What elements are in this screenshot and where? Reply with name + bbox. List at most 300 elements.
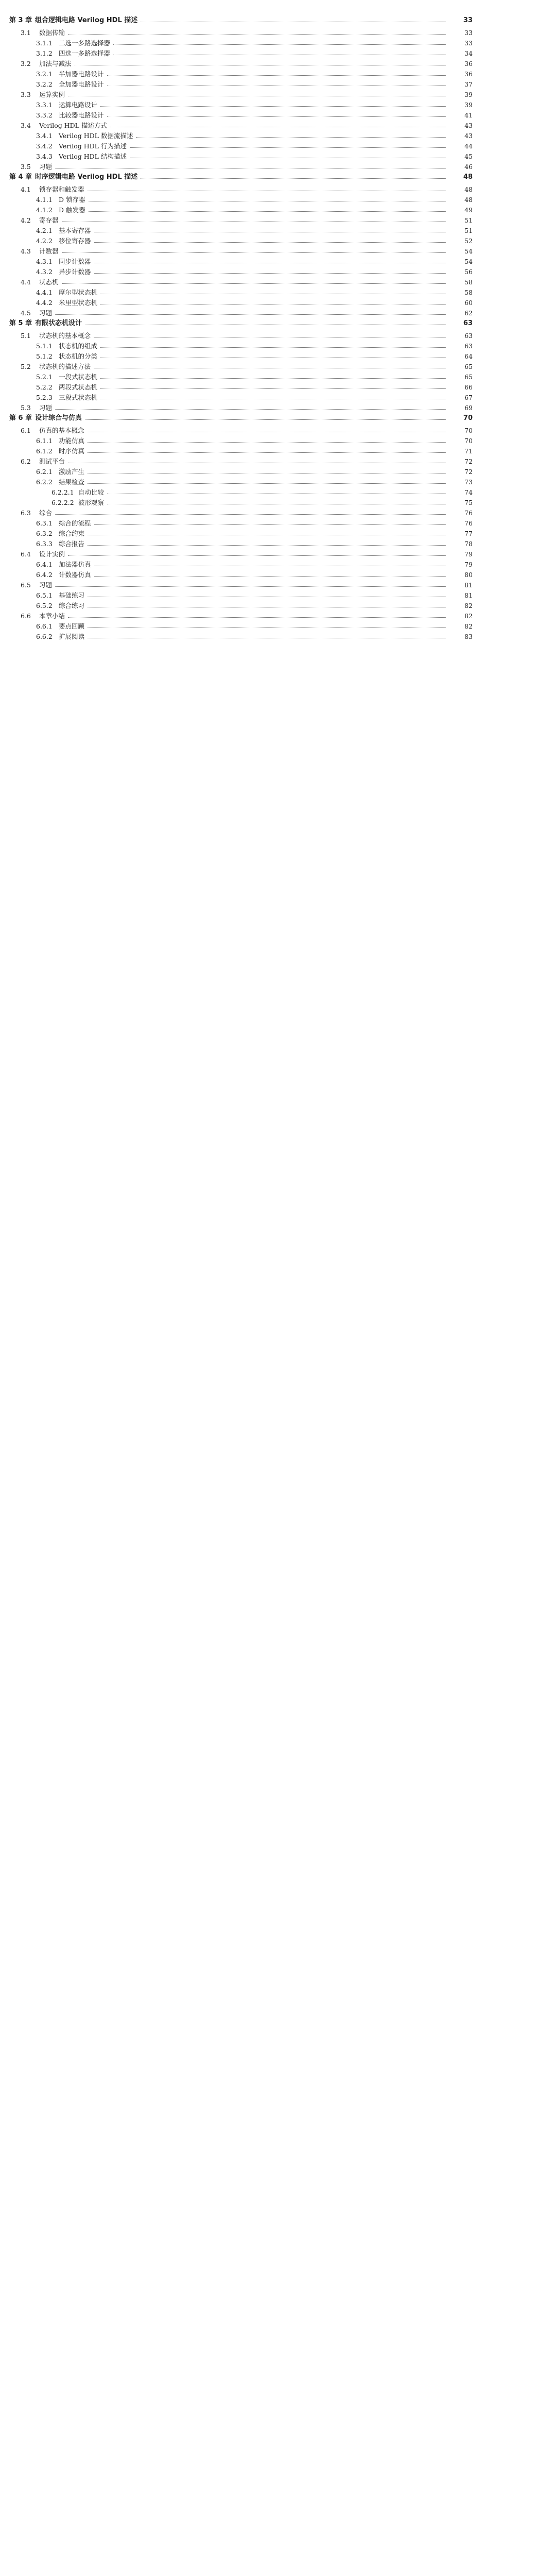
page-ref: 77 [464, 530, 473, 537]
entry-number: 3.1.2 [36, 49, 53, 57]
section-entry [0, 529, 537, 539]
page-ref: 72 [464, 468, 473, 476]
dot-leader [113, 48, 446, 55]
entry-title: 本章小结 [39, 612, 65, 620]
section-entry [0, 162, 537, 172]
entry-title: 计数器 [39, 247, 59, 255]
entry-title: 要点回顾 [59, 622, 85, 630]
section-entry [0, 151, 537, 162]
entry-number: 4.1 [21, 185, 31, 193]
section-entry [0, 498, 537, 508]
section-entry [0, 246, 537, 257]
section-entry [0, 141, 537, 151]
section-entry [0, 621, 537, 632]
dot-leader [130, 141, 446, 148]
section-entry [0, 110, 537, 121]
entry-number: 3.4.2 [36, 142, 53, 150]
dot-leader [136, 131, 446, 138]
entry-title: 异步计数器 [59, 268, 91, 276]
section-entry [0, 69, 537, 79]
entry-title: 状态机的基本概念 [39, 332, 91, 340]
page-ref: 51 [464, 227, 473, 234]
page-ref: 70 [463, 414, 473, 422]
entry-number: 4.3.2 [36, 268, 53, 276]
page-ref: 78 [464, 540, 473, 548]
section-entry [0, 382, 537, 393]
entry-number: 4.4.1 [36, 289, 53, 296]
entry-number: 4.3.1 [36, 258, 53, 265]
dot-leader [68, 549, 446, 556]
entry-title: 习题 [39, 163, 53, 171]
section-entry [0, 226, 537, 236]
entry-number: 5.1.1 [36, 342, 53, 350]
page-ref: 49 [464, 206, 473, 214]
dot-leader [107, 69, 446, 76]
entry-number: 5.2.3 [36, 394, 53, 401]
dot-leader [88, 477, 446, 484]
entry-number: 3.4 [21, 122, 31, 129]
dot-leader [62, 215, 446, 222]
page-ref: 36 [464, 60, 473, 67]
chapter-entry [0, 318, 537, 329]
dot-leader [100, 100, 446, 107]
entry-title: 时序逻辑电路 Verilog HDL 描述 [35, 173, 138, 181]
page-ref: 43 [464, 132, 473, 140]
entry-title: 半加器电路设计 [59, 70, 104, 78]
page-ref: 62 [464, 309, 473, 317]
section-entry [0, 611, 537, 621]
dot-leader [94, 226, 446, 232]
entry-title: Verilog HDL 描述方式 [39, 122, 107, 129]
entry-title: 寄存器 [39, 216, 59, 224]
entry-title: 二选一多路选择器 [59, 39, 111, 47]
dot-leader [89, 195, 446, 201]
entry-title: 两段式状态机 [59, 383, 98, 391]
entry-number: 3.3.2 [36, 111, 53, 119]
dot-leader [130, 151, 446, 158]
page-ref: 63 [464, 342, 473, 350]
dot-leader [85, 413, 446, 420]
section-entry [0, 477, 537, 487]
page-ref: 63 [463, 319, 473, 327]
section-entry [0, 236, 537, 246]
dot-leader [100, 393, 446, 399]
dot-leader [100, 372, 446, 379]
entry-title: 移位寄存器 [59, 237, 91, 245]
entry-title: 仿真的基本概念 [39, 427, 84, 434]
section-entry [0, 131, 537, 141]
entry-title: 时序仿真 [59, 447, 85, 455]
dot-leader [94, 267, 446, 274]
entry-title: 结果检查 [59, 478, 85, 486]
entry-number: 6.3 [21, 509, 31, 517]
dot-leader [62, 277, 446, 284]
entry-title: 状态机的描述方法 [39, 363, 91, 370]
dot-leader [107, 79, 446, 86]
page-ref: 33 [464, 29, 473, 37]
entry-number: 6.2.1 [36, 468, 53, 476]
dot-leader [107, 487, 446, 494]
entry-title: 综合约束 [59, 530, 85, 537]
entry-title: 综合的流程 [59, 519, 91, 527]
page-ref: 34 [464, 49, 473, 57]
entry-title: 运算电路设计 [59, 101, 98, 109]
dot-leader [94, 236, 446, 243]
entry-title: 扩展阅读 [59, 633, 85, 640]
entry-title: 锁存器和触发器 [39, 185, 84, 193]
page-ref: 80 [464, 571, 473, 579]
page-ref: 54 [464, 247, 473, 255]
dot-leader [88, 621, 446, 628]
dot-leader [68, 456, 446, 463]
entry-title: 数据传输 [39, 29, 65, 37]
dot-leader [62, 246, 446, 253]
section-entry [0, 195, 537, 205]
entry-title: 状态机 [39, 278, 59, 286]
page-ref: 45 [464, 152, 473, 160]
entry-number: 5.2.2 [36, 383, 53, 391]
entry-number: 3.1 [21, 29, 31, 37]
entry-title: 四选一多路选择器 [59, 49, 111, 57]
dot-leader [94, 518, 446, 525]
entry-title: 测试平台 [39, 457, 65, 465]
section-entry [0, 487, 537, 498]
dot-leader [88, 539, 446, 546]
entry-number: 4.1.1 [36, 196, 53, 204]
entry-number: 4.2.1 [36, 227, 53, 234]
dot-leader [94, 570, 446, 577]
entry-number: 6.6.2 [36, 633, 53, 640]
entry-title: 摩尔型状态机 [59, 289, 98, 296]
entry-number: 4.1.2 [36, 206, 53, 214]
page-ref: 37 [464, 80, 473, 88]
entry-title: 自动比较 [78, 488, 105, 496]
entry-title: 运算实例 [39, 91, 65, 98]
page-ref: 75 [464, 499, 473, 506]
chapter-entry [0, 15, 537, 26]
page-ref: 69 [464, 404, 473, 412]
dot-leader [89, 205, 446, 212]
entry-number: 5.2.1 [36, 373, 53, 381]
page-ref: 67 [464, 394, 473, 401]
section-entry [0, 393, 537, 403]
section-entry [0, 341, 537, 351]
page-ref: 41 [464, 111, 473, 119]
section-entry [0, 549, 537, 560]
dot-leader [55, 580, 446, 587]
entry-number: 5.1 [21, 332, 31, 340]
entry-number: 6.5.1 [36, 591, 53, 599]
section-entry [0, 580, 537, 590]
dot-leader [55, 162, 446, 168]
page-ref: 71 [464, 447, 473, 455]
entry-title: 加法与减法 [39, 60, 72, 67]
entry-number: 4.2 [21, 216, 31, 224]
page-ref: 58 [464, 289, 473, 296]
dot-leader [68, 90, 446, 96]
page-ref: 65 [464, 363, 473, 370]
entry-title: 有限状态机设计 [35, 319, 82, 327]
entry-number: 第 5 章 [9, 319, 32, 327]
page-ref: 79 [464, 550, 473, 558]
dot-leader [141, 172, 446, 179]
entry-number: 4.4.2 [36, 299, 53, 307]
dot-leader [100, 351, 446, 358]
entry-number: 3.4.3 [36, 152, 53, 160]
section-entry [0, 257, 537, 267]
entry-title: 状态机的组成 [59, 342, 98, 350]
page-ref: 43 [464, 122, 473, 129]
entry-number: 6.4 [21, 550, 31, 558]
entry-number: 6.3.1 [36, 519, 53, 527]
dot-leader [88, 446, 446, 453]
entry-title: 习题 [39, 581, 53, 589]
entry-number: 6.6.1 [36, 622, 53, 630]
entry-title: 波形观察 [78, 499, 105, 506]
chapter-entry [0, 413, 537, 423]
entry-number: 3.3 [21, 91, 31, 98]
page-ref: 39 [464, 101, 473, 109]
entry-title: 激励产生 [59, 468, 85, 476]
dot-leader [100, 298, 446, 304]
entry-number: 6.2.2 [36, 478, 53, 486]
page-ref: 76 [464, 519, 473, 527]
dot-leader [75, 59, 446, 65]
entry-number: 6.4.1 [36, 561, 53, 568]
section-entry [0, 48, 537, 59]
section-entry [0, 372, 537, 382]
entry-title: Verilog HDL 数据流描述 [59, 132, 133, 140]
entry-number: 6.5 [21, 581, 31, 589]
page-ref: 70 [464, 427, 473, 434]
entry-title: 基础练习 [59, 591, 85, 599]
dot-leader [100, 287, 446, 294]
section-entry [0, 215, 537, 226]
entry-title: 三段式状态机 [59, 394, 98, 401]
dot-leader [88, 436, 446, 443]
page-ref: 64 [464, 352, 473, 360]
dot-leader [94, 257, 446, 263]
entry-title: 全加器电路设计 [59, 80, 104, 88]
section-entry [0, 90, 537, 100]
entry-number: 第 4 章 [9, 173, 32, 181]
section-entry [0, 560, 537, 570]
entry-number: 6.3.2 [36, 530, 53, 537]
section-entry [0, 298, 537, 308]
section-entry [0, 38, 537, 48]
section-entry [0, 426, 537, 436]
page-ref: 70 [464, 437, 473, 445]
page-ref: 39 [464, 91, 473, 98]
dot-leader [141, 15, 446, 22]
dot-leader [100, 341, 446, 348]
entry-number: 第 6 章 [9, 414, 32, 422]
section-entry [0, 436, 537, 446]
page-ref: 36 [464, 70, 473, 78]
dot-leader [55, 403, 446, 410]
entry-title: 功能仿真 [59, 437, 85, 445]
dot-leader [88, 590, 446, 597]
page-ref: 82 [464, 622, 473, 630]
page-ref: 81 [464, 581, 473, 589]
entry-number: 3.3.1 [36, 101, 53, 109]
page-ref: 44 [464, 142, 473, 150]
page-ref: 51 [464, 216, 473, 224]
page-ref: 66 [464, 383, 473, 391]
section-entry [0, 403, 537, 413]
section-entry [0, 267, 537, 277]
entry-number: 4.5 [21, 309, 31, 317]
entry-title: 综合 [39, 509, 53, 517]
page-ref: 46 [464, 163, 473, 171]
section-entry [0, 508, 537, 518]
section-entry [0, 277, 537, 287]
entry-title: 计数器仿真 [59, 571, 91, 579]
page-ref: 73 [464, 478, 473, 486]
dot-leader [94, 331, 446, 337]
entry-number: 3.2.2 [36, 80, 53, 88]
section-entry [0, 518, 537, 529]
entry-number: 6.2.2.1 [51, 488, 74, 496]
section-entry [0, 287, 537, 298]
section-entry [0, 446, 537, 456]
entry-title: 习题 [39, 404, 53, 412]
page-ref: 56 [464, 268, 473, 276]
dot-leader [55, 308, 446, 315]
section-entry [0, 456, 537, 467]
entry-number: 3.4.1 [36, 132, 53, 140]
entry-number: 第 3 章 [9, 16, 32, 24]
entry-number: 5.2 [21, 363, 31, 370]
dot-leader [88, 601, 446, 607]
entry-number: 6.3.3 [36, 540, 53, 548]
dot-leader [113, 38, 446, 45]
dot-leader [68, 28, 446, 35]
page-ref: 63 [464, 332, 473, 340]
entry-number: 3.2.1 [36, 70, 53, 78]
page-ref: 48 [464, 196, 473, 204]
entry-title: 组合逻辑电路 Verilog HDL 描述 [35, 16, 138, 24]
page-ref: 81 [464, 591, 473, 599]
section-entry [0, 539, 537, 549]
entry-title: 米里型状态机 [59, 299, 98, 307]
entry-title: 综合报告 [59, 540, 85, 548]
section-entry [0, 121, 537, 131]
entry-title: Verilog HDL 行为描述 [59, 142, 127, 150]
section-entry [0, 79, 537, 90]
entry-title: D 锁存器 [59, 196, 85, 204]
entry-number: 6.2.2.2 [51, 499, 74, 506]
section-entry [0, 590, 537, 601]
entry-number: 4.4 [21, 278, 31, 286]
entry-number: 6.5.2 [36, 602, 53, 609]
entry-title: 加法器仿真 [59, 561, 91, 568]
section-entry [0, 601, 537, 611]
dot-leader [94, 362, 446, 368]
page-ref: 82 [464, 602, 473, 609]
dot-leader [85, 318, 446, 325]
page-ref: 54 [464, 258, 473, 265]
entry-title: 设计综合与仿真 [35, 414, 82, 422]
entry-number: 4.2.2 [36, 237, 53, 245]
entry-number: 4.3 [21, 247, 31, 255]
page-ref: 60 [464, 299, 473, 307]
page-ref: 72 [464, 457, 473, 465]
page-ref: 76 [464, 509, 473, 517]
section-entry [0, 205, 537, 215]
page-ref: 58 [464, 278, 473, 286]
section-entry [0, 570, 537, 580]
section-entry [0, 467, 537, 477]
page-ref: 65 [464, 373, 473, 381]
entry-title: 比较器电路设计 [59, 111, 104, 119]
entry-number: 6.2 [21, 457, 31, 465]
entry-number: 3.5 [21, 163, 31, 171]
dot-leader [107, 498, 446, 504]
section-entry [0, 351, 537, 362]
entry-number: 6.1.1 [36, 437, 53, 445]
section-entry [0, 59, 537, 69]
entry-title: D 触发器 [59, 206, 85, 214]
chapter-entry [0, 172, 537, 182]
section-entry [0, 632, 537, 642]
page-ref: 74 [464, 488, 473, 496]
entry-title: 设计实例 [39, 550, 65, 558]
dot-leader [94, 560, 446, 566]
entry-title: 习题 [39, 309, 53, 317]
page-ref: 33 [463, 16, 473, 24]
entry-number: 6.6 [21, 612, 31, 620]
section-entry [0, 331, 537, 341]
dot-leader [100, 382, 446, 389]
page-ref: 52 [464, 237, 473, 245]
entry-number: 6.1 [21, 427, 31, 434]
section-entry [0, 28, 537, 38]
dot-leader [88, 529, 446, 535]
section-entry [0, 100, 537, 110]
entry-number: 5.1.2 [36, 352, 53, 360]
dot-leader [88, 184, 446, 191]
entry-number: 5.3 [21, 404, 31, 412]
section-entry [0, 308, 537, 318]
section-entry [0, 184, 537, 195]
entry-title: 一段式状态机 [59, 373, 98, 381]
entry-number: 6.4.2 [36, 571, 53, 579]
dot-leader [88, 632, 446, 638]
dot-leader [55, 508, 446, 515]
entry-title: Verilog HDL 结构描述 [59, 152, 127, 160]
entry-number: 3.2 [21, 60, 31, 67]
page-ref: 83 [464, 633, 473, 640]
entry-title: 综合练习 [59, 602, 85, 609]
entry-number: 3.1.1 [36, 39, 53, 47]
page-ref: 33 [464, 39, 473, 47]
section-entry [0, 362, 537, 372]
entry-title: 同步计数器 [59, 258, 91, 265]
dot-leader [107, 110, 446, 117]
entry-title: 基本寄存器 [59, 227, 91, 234]
dot-leader [110, 121, 446, 127]
dot-leader [68, 611, 446, 618]
page-ref: 82 [464, 612, 473, 620]
page-ref: 79 [464, 561, 473, 568]
page-ref: 48 [464, 185, 473, 193]
entry-title: 状态机的分类 [59, 352, 98, 360]
dot-leader [88, 426, 446, 432]
page-ref: 48 [463, 173, 473, 181]
entry-number: 6.1.2 [36, 447, 53, 455]
dot-leader [88, 467, 446, 473]
